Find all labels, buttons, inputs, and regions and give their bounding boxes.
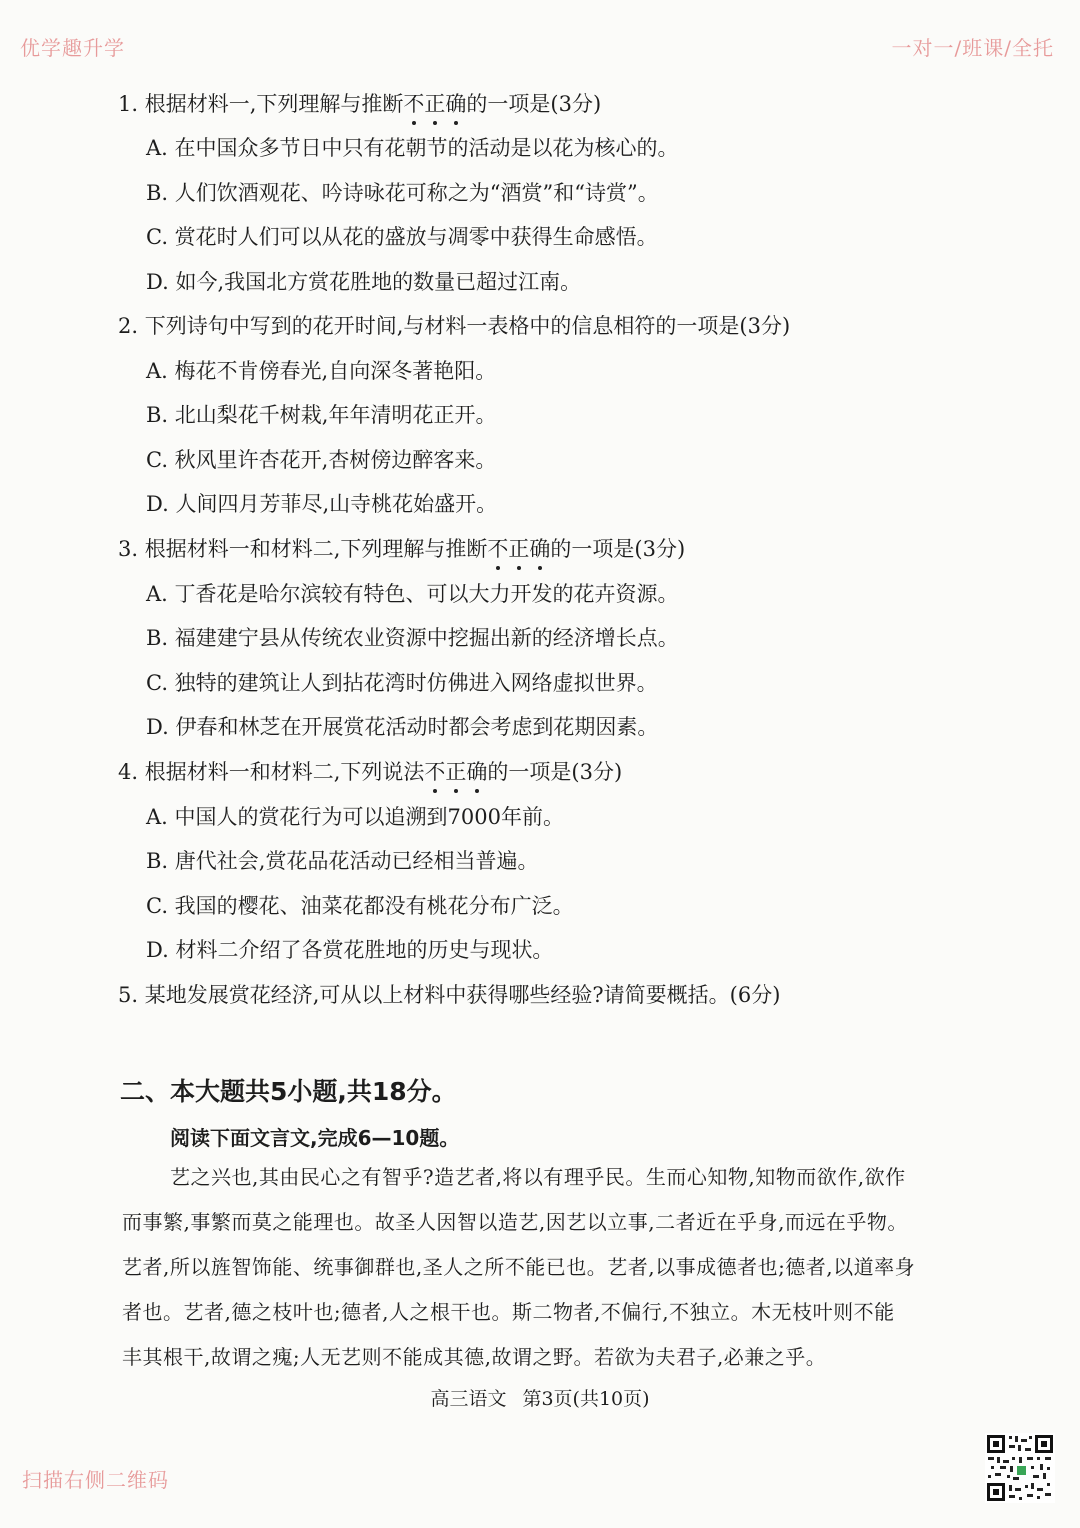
question-4-stem-post: 的一项是(3分) bbox=[487, 760, 623, 784]
question-3-stem-pre: 3. 根据材料一和材料二,下列理解与推断 bbox=[118, 537, 488, 561]
question-4-emphasis bbox=[424, 760, 487, 784]
section-2-heading: 二、本大题共5小题,共18分。 bbox=[120, 1077, 457, 1106]
page-footer bbox=[0, 1384, 1080, 1411]
emphasis-char: 不 bbox=[487, 537, 509, 561]
passage-line-1: 艺之兴也,其由民心之有智乎?造艺者,将以有理乎民。生而心知物,知物而欲作,欲作 bbox=[170, 1165, 906, 1189]
question-1-option-c: C. 赏花时人们可以从花的盛放与凋零中获得生命感悟。 bbox=[146, 225, 658, 249]
emphasis-char: 确 bbox=[466, 760, 488, 784]
question-2-option-b: B. 北山梨花千树栽,年年清明花正开。 bbox=[146, 403, 497, 427]
question-3-option-b: B. 福建建宁县从传统农业资源中挖掘出新的经济增长点。 bbox=[146, 626, 679, 650]
question-1-stem-pre: 1. 根据材料一,下列理解与推断 bbox=[118, 92, 404, 116]
question-1-stem-post: 的一项是(3分) bbox=[466, 92, 602, 116]
question-1-option-d: D. 如今,我国北方赏花胜地的数量已超过江南。 bbox=[146, 270, 582, 294]
emphasis-char: 不 bbox=[424, 760, 446, 784]
question-3-option-c: C. 独特的建筑让人到拈花湾时仿佛进入网络虚拟世界。 bbox=[146, 671, 658, 695]
passage-line-5: 丰其根干,故谓之瘣;人无艺则不能成其德,故谓之野。若欲为夫君子,必兼之乎。 bbox=[122, 1345, 827, 1369]
passage-line-4: 者也。艺者,德之枝叶也;德者,人之根干也。斯二物者,不偏行,不独立。木无枝叶则不能 bbox=[122, 1300, 895, 1324]
emphasis-char: 正 bbox=[445, 760, 467, 784]
question-1-option-a: A. 在中国众多节日中只有花朝节的活动是以花为核心的。 bbox=[146, 136, 679, 160]
question-3-emphasis bbox=[487, 537, 550, 561]
question-3-option-d: D. 伊春和林芝在开展赏花活动时都会考虑到花期因素。 bbox=[146, 715, 659, 739]
question-2-stem: 2. 下列诗句中写到的花开时间,与材料一表格中的信息相符的一项是(3分) bbox=[118, 314, 791, 338]
passage-line-2: 而事繁,事繁而莫之能理也。故圣人因智以造艺,因艺以立事,二者近在乎身,而远在乎物。 bbox=[122, 1210, 908, 1234]
question-3-stem-post: 的一项是(3分) bbox=[550, 537, 686, 561]
question-4-stem-pre: 4. 根据材料一和材料二,下列说法 bbox=[118, 760, 425, 784]
emphasis-char: 确 bbox=[445, 92, 467, 116]
question-3-option-a: A. 丁香花是哈尔滨较有特色、可以大力开发的花卉资源。 bbox=[146, 582, 679, 606]
question-1-stem bbox=[118, 90, 601, 118]
question-3-stem bbox=[118, 535, 685, 563]
emphasis-char: 不 bbox=[403, 92, 425, 116]
question-4-option-d: D. 材料二介绍了各赏花胜地的历史与现状。 bbox=[146, 938, 554, 962]
question-4-option-a: A. 中国人的赏花行为可以追溯到7000年前。 bbox=[146, 805, 564, 829]
section-2-instruction: 阅读下面文言文,完成6—10题。 bbox=[170, 1126, 460, 1150]
watermark-top-left: 优学趣升学 bbox=[20, 36, 125, 60]
question-4-option-c: C. 我国的樱花、油菜花都没有桃花分布广泛。 bbox=[146, 894, 574, 918]
question-1-emphasis bbox=[403, 92, 466, 116]
passage-line-3: 艺者,所以旌智饰能、统事御群也,圣人之所不能已也。艺者,以事成德者也;德者,以道率身 bbox=[122, 1255, 916, 1279]
question-4-option-b: B. 唐代社会,赏花品花活动已经相当普遍。 bbox=[146, 849, 539, 873]
question-2-option-a: A. 梅花不肯傍春光,自向深冬著艳阳。 bbox=[146, 359, 497, 383]
watermark-top-right: 一对一/班课/全托 bbox=[891, 36, 1054, 60]
emphasis-char: 正 bbox=[508, 537, 530, 561]
question-4-stem bbox=[118, 758, 622, 786]
question-5-stem: 5. 某地发展赏花经济,可从以上材料中获得哪些经验?请简要概括。(6分) bbox=[118, 983, 781, 1007]
question-2-option-c: C. 秋风里许杏花开,杏树傍边醉客来。 bbox=[146, 448, 497, 472]
emphasis-char: 确 bbox=[529, 537, 551, 561]
footer-page: 第3页(共10页) bbox=[522, 1388, 650, 1410]
question-2-option-d: D. 人间四月芳菲尽,山寺桃花始盛开。 bbox=[146, 492, 498, 516]
watermark-bottom-left: 扫描右侧二维码 bbox=[22, 1468, 169, 1492]
emphasis-char: 正 bbox=[424, 92, 446, 116]
question-1-option-b: B. 人们饮酒观花、吟诗咏花可称之为“酒赏”和“诗赏”。 bbox=[146, 181, 659, 205]
footer-subject: 高三语文 bbox=[430, 1388, 507, 1410]
qr-code-icon[interactable] bbox=[985, 1433, 1055, 1503]
